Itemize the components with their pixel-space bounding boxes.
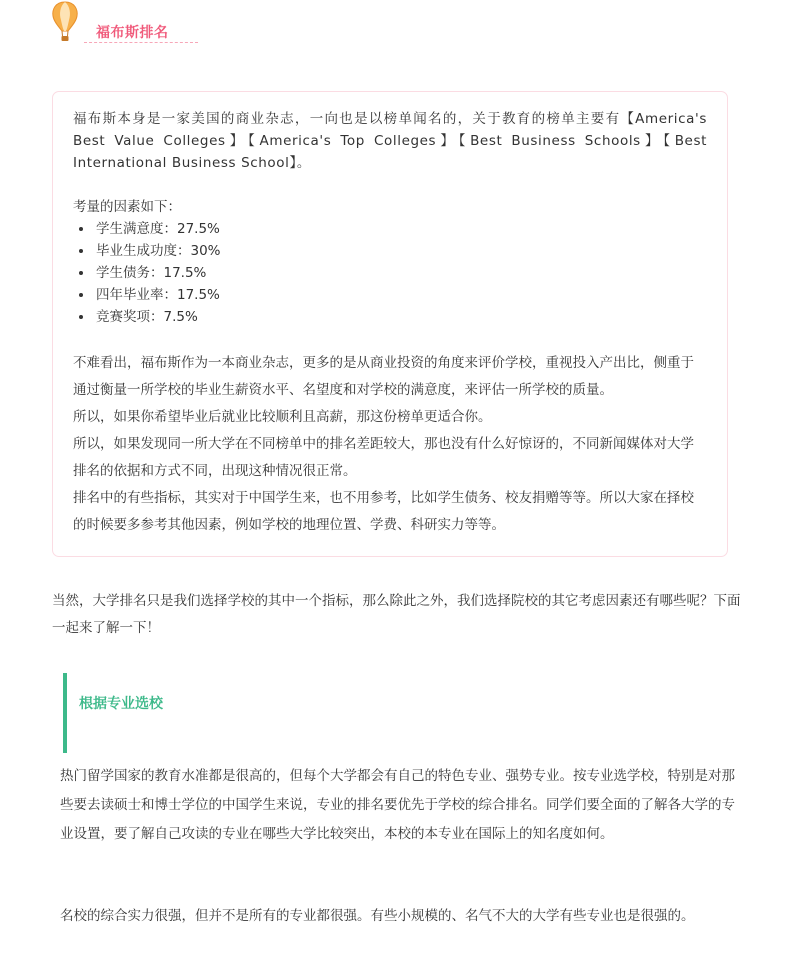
list-item: • 竞赛奖项：7.5% [94,306,707,328]
list-item: • 学生满意度：27.5% [94,218,707,240]
section-header-title: 福布斯排名 [96,25,169,41]
factors-label: 考量的因素如下： [73,199,181,215]
analysis-paragraph: 所以，如果发现同一所大学在不同榜单中的排名差距较大，那也没有什么好惊讶的，不同新闻媒体对大学排名的依据和方式不同，出现这种情况很正常。 [73,436,694,479]
list-item: • 毕业生成功度：30% [94,240,707,262]
analysis-paragraph: 不难看出，福布斯作为一本商业杂志，更多的是从商业投资的角度来评价学校，重视投入产出比，侧重于通过衡量一所学校的毕业生薪资水平、名望度和对学校的满意度，来评估一所学校的质量。 [73,355,694,398]
hot-air-balloon-icon [50,0,80,44]
famous-school-paragraph: 名校的综合实力很强，但并不是所有的专业都很强。有些小规模的、名气不大的大学有些专业也是很强的。 [60,908,695,924]
major-selection-paragraph: 热门留学国家的教育水准都是很高的，但每个大学都会有自己的特色专业、强势专业。按专业选学校，特别是对那些要去读硕士和博士学位的中国学生来说，专业的排名要优先于学校的综合排名。同学们要全面的了解各大学的专业设置，要了解自己攻读的专业在哪些大学比较突出，本校的本专业在国际上的知名度如何。 [60,768,735,842]
transition-paragraph: 当然，大学排名只是我们选择学校的其中一个指标，那么除此之外，我们选择院校的其它考虑因素还有哪些呢？下面一起来了解一下！ [52,593,741,636]
section-title: 根据专业选校 [79,696,163,712]
header-underline [84,42,198,43]
section-header [50,0,210,48]
list-item: • 四年毕业率：17.5% [94,284,707,306]
analysis-paragraph: 所以，如果你希望毕业后就业比较顺利且高薪，那这份榜单更适合你。 [73,409,492,425]
analysis-block [73,350,707,539]
forbes-intro-text: 福布斯本身是一家美国的商业杂志，一向也是以榜单闻名的，关于教育的榜单主要有【America's Best Value Colleges】【America's Top Colleges】【Best Business Schools】【Best International Business School】。 [73,111,707,171]
forbes-info-card [52,91,728,557]
list-item: • 学生债务：17.5% [94,262,707,284]
analysis-paragraph: 排名中的有些指标，其实对于中国学生来，也不用参考，比如学生债务、校友捐赠等等。所以大家在择校的时候要多参考其他因素，例如学校的地理位置、学费、科研实力等等。 [73,490,694,533]
factor-list [73,218,707,328]
section-heading-block [63,673,467,753]
